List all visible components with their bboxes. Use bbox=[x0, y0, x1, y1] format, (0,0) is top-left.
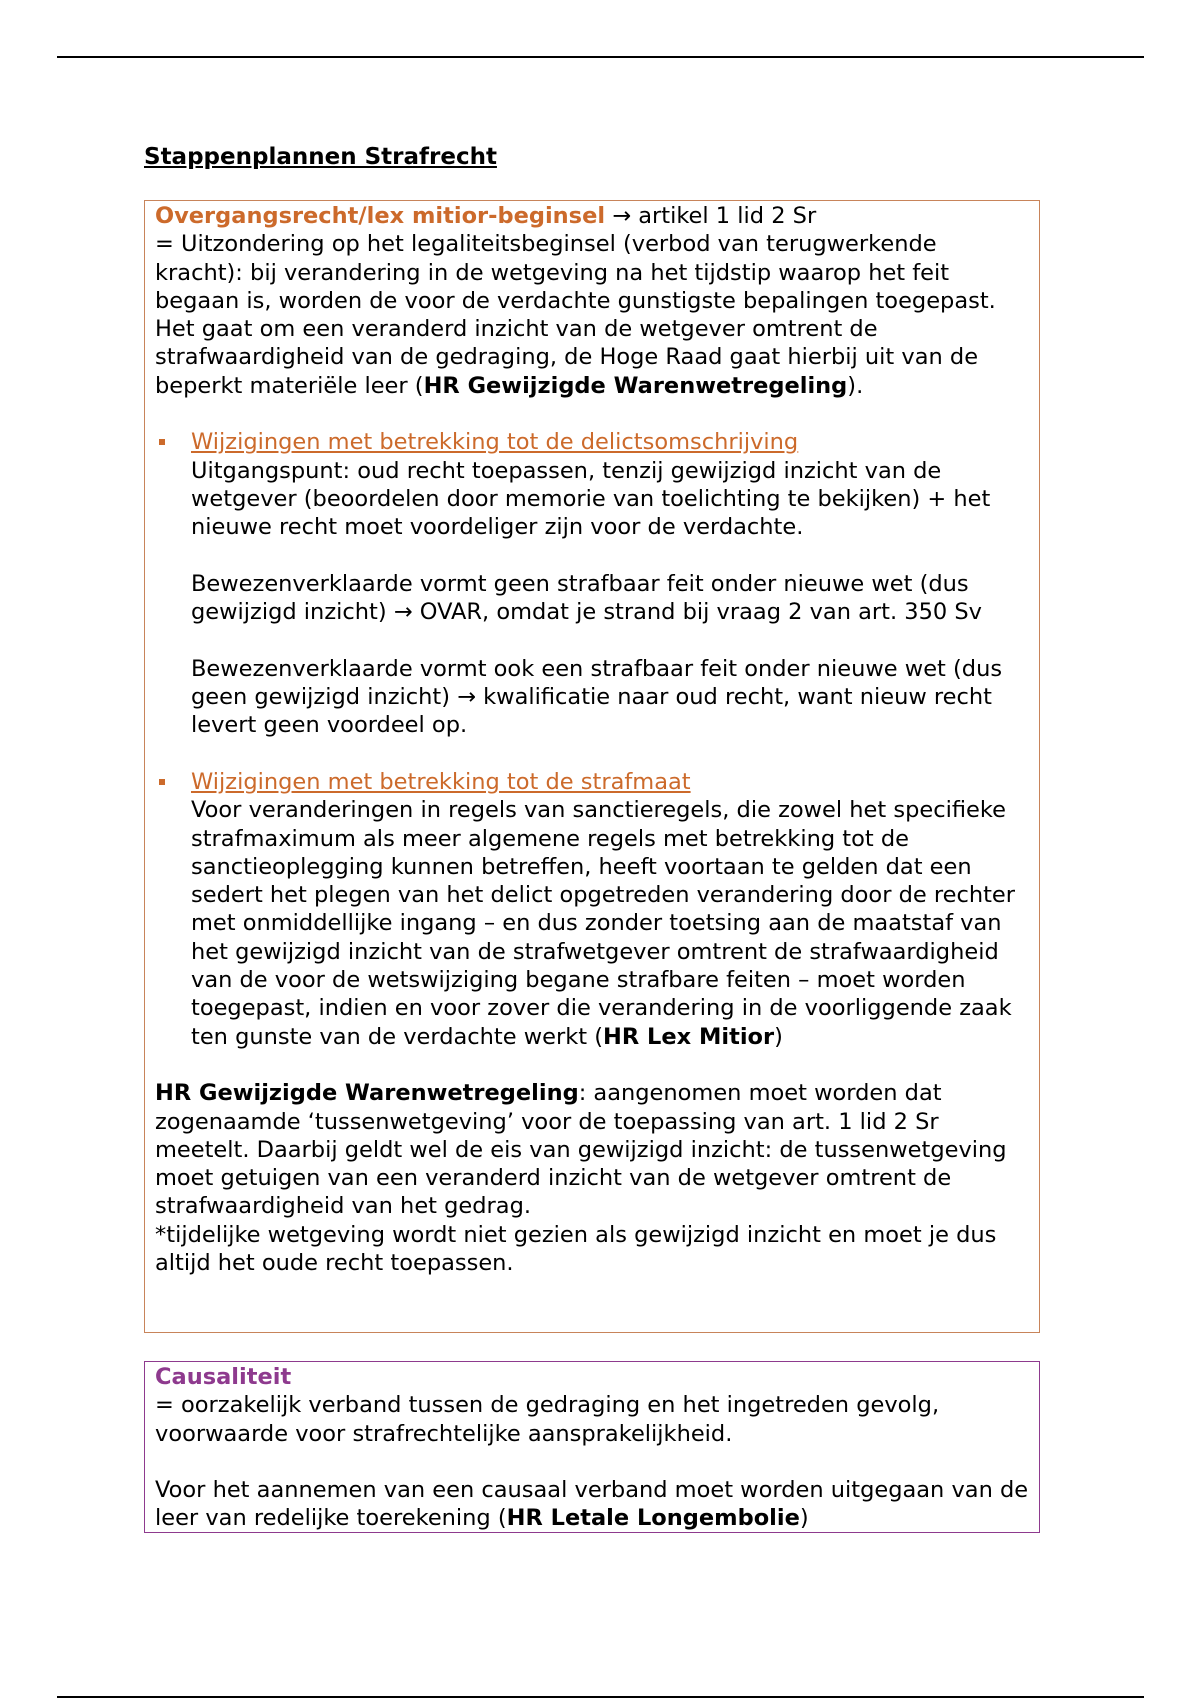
closing-paragraph: HR Gewijzigde Warenwetregeling: aangenomen moet worden dat zogenaamde ‘tussenwetgeving’ voor de toepassing van art. 1 lid 2 Sr meetelt. Daarbij geldt wel de eis van gewijzigd inzicht: de tussenwetgeving moet getuigen van een veranderd inzicht van de wetgever omtrent de strafwaardigheid van het gedrag. bbox=[155, 1080, 1007, 1220]
case-reference: HR Letale Longembolie bbox=[506, 1505, 800, 1532]
header-rule bbox=[57, 56, 1144, 58]
overgangsrecht-heading: Overgangsrecht/lex mitior-beginsel bbox=[155, 203, 606, 229]
case-reference: HR Lex Mitior bbox=[603, 1023, 775, 1050]
bullet-paragraph: Voor veranderingen in regels van sanctieregels, die zowel het specifieke strafmaximum als meer algemene regels met betrekking tot de sanctieoplegging kunnen betreffen, heeft voortaan te gelden dat een sedert het plegen van het delict opgetreden verandering door de rechter met onmiddellijke ingang – en dus zonder toetsing aan de maatstaf van het gewijzigd inzicht van de strafwetgever omtrent de strafwaardigheid van de voor de wetswijziging begane strafbare feiten – moet worden toegepast, indien en voor zover die verandering in de voorliggende zaak ten gunste van de verdachte werkt (HR Lex Mitior) bbox=[191, 797, 1016, 1050]
bullet-heading: Wijzigingen met betrekking tot de strafmaat bbox=[191, 768, 691, 795]
list-item-strafmaat bbox=[155, 768, 1029, 1051]
bullet-paragraph: Bewezenverklaarde vormt ook een strafbaar feit onder nieuwe wet (dus geen gewijzigd inzicht) → kwalificatie naar oud recht, want nieuw recht levert geen voordeel op. bbox=[191, 655, 1003, 739]
bullet-marker bbox=[159, 779, 165, 785]
bullet-paragraph: Uitgangspunt: oud recht toepassen, tenzij gewijzigd inzicht van de wetgever (beoordelen door memorie van toelichting te bekijken) + het nieuwe recht moet voordeliger zijn voor de verdachte. bbox=[191, 457, 991, 541]
case-reference: HR Gewijzigde Warenwetregeling bbox=[423, 372, 848, 399]
closing-note: *tijdelijke wetgeving wordt niet gezien als gewijzigd inzicht en moet je dus altijd het oude recht toepassen. bbox=[155, 1221, 997, 1276]
overgangsrecht-heading-line bbox=[155, 202, 1029, 230]
causaliteit-definition: = oorzakelijk verband tussen de gedraging en het ingetreden gevolg, voorwaarde voor strafrechtelijke aansprakelijkheid. bbox=[155, 1392, 940, 1447]
bullet-marker bbox=[159, 439, 165, 445]
bullet-heading: Wijzigingen met betrekking tot de delictsomschrijving bbox=[191, 429, 799, 456]
causaliteit-paragraph: Voor het aannemen van een causaal verband moet worden uitgegaan van de leer van redelijke toerekening (HR Letale Longembolie) bbox=[155, 1477, 1029, 1532]
overgangsrecht-intro: = Uitzondering op het legaliteitsbeginsel (verbod van terugwerkende kracht): bij verandering in de wetgeving na het tijdstip waarop het feit begaan is, worden de voor de verdachte gunstigste bepalingen toegepast. Het gaat om een veranderd inzicht van de wetgever omtrent de strafwaardigheid van de gedraging, de Hoge Raad gaat hierbij uit van de beperkt materiële leer (HR Gewijzigde Warenwetregeling). bbox=[155, 231, 996, 399]
bullet-paragraph: Bewezenverklaarde vormt geen strafbaar feit onder nieuwe wet (dus gewijzigd inzicht) → OVAR, omdat je strand bij vraag 2 van art. 350 Sv bbox=[191, 570, 982, 626]
overgangsrecht-box bbox=[144, 200, 1040, 1333]
page-title: Stappenplannen Strafrecht bbox=[144, 144, 497, 170]
list-item-delictsomschrijving bbox=[155, 428, 1029, 739]
overgangsrecht-article-ref: → artikel 1 lid 2 Sr bbox=[605, 203, 817, 229]
footer-rule bbox=[57, 1696, 1144, 1698]
causaliteit-heading: Causaliteit bbox=[155, 1364, 292, 1390]
case-reference: HR Gewijzigde Warenwetregeling bbox=[155, 1080, 579, 1107]
causaliteit-box bbox=[144, 1361, 1040, 1533]
